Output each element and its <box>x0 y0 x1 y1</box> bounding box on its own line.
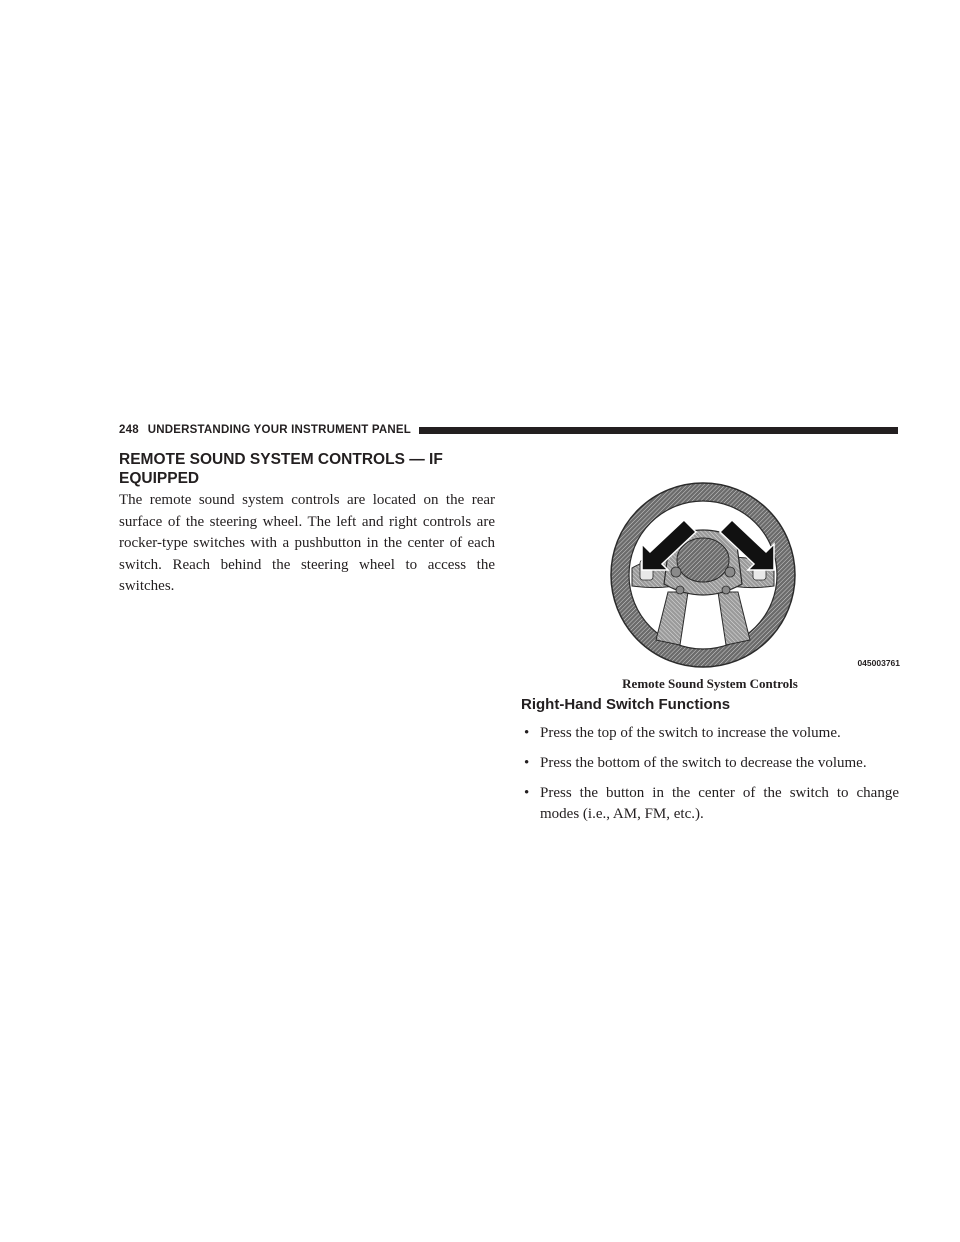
list-item <box>521 723 899 744</box>
subsection-heading: Right-Hand Switch Functions <box>521 696 731 713</box>
bullet-icon: • <box>524 755 530 771</box>
header-rule <box>419 427 898 434</box>
bullet-icon: • <box>524 725 530 741</box>
right-hand-functions-list <box>521 723 899 834</box>
list-item-text: Press the button in the center of the switch to change modes (i.e., AM, FM, etc.). <box>540 785 899 822</box>
list-item <box>521 753 899 774</box>
intro-paragraph: The remote sound system controls are located on the rear surface of the steering wheel. The left and right controls are rocker-type switches with a pushbutton in the center of each switch. Reach behind the steering wheel to access the switches. <box>119 492 495 594</box>
bullet-icon: • <box>524 785 530 801</box>
section-title: UNDERSTANDING YOUR INSTRUMENT PANEL <box>147 424 411 436</box>
steering-wheel-illustration <box>560 480 900 670</box>
page-number: 248 <box>119 424 139 436</box>
section-heading: REMOTE SOUND SYSTEM CONTROLS — IF EQUIPPED <box>119 451 443 487</box>
figure-code: 045003761 <box>857 658 900 668</box>
list-item <box>521 783 899 825</box>
page-header <box>119 421 898 439</box>
list-item-text: Press the bottom of the switch to decrease the volume. <box>540 755 867 771</box>
list-item-text: Press the top of the switch to increase the volume. <box>540 725 841 741</box>
steering-wheel-figure <box>560 480 900 670</box>
figure-caption: Remote Sound System Controls <box>622 676 798 691</box>
